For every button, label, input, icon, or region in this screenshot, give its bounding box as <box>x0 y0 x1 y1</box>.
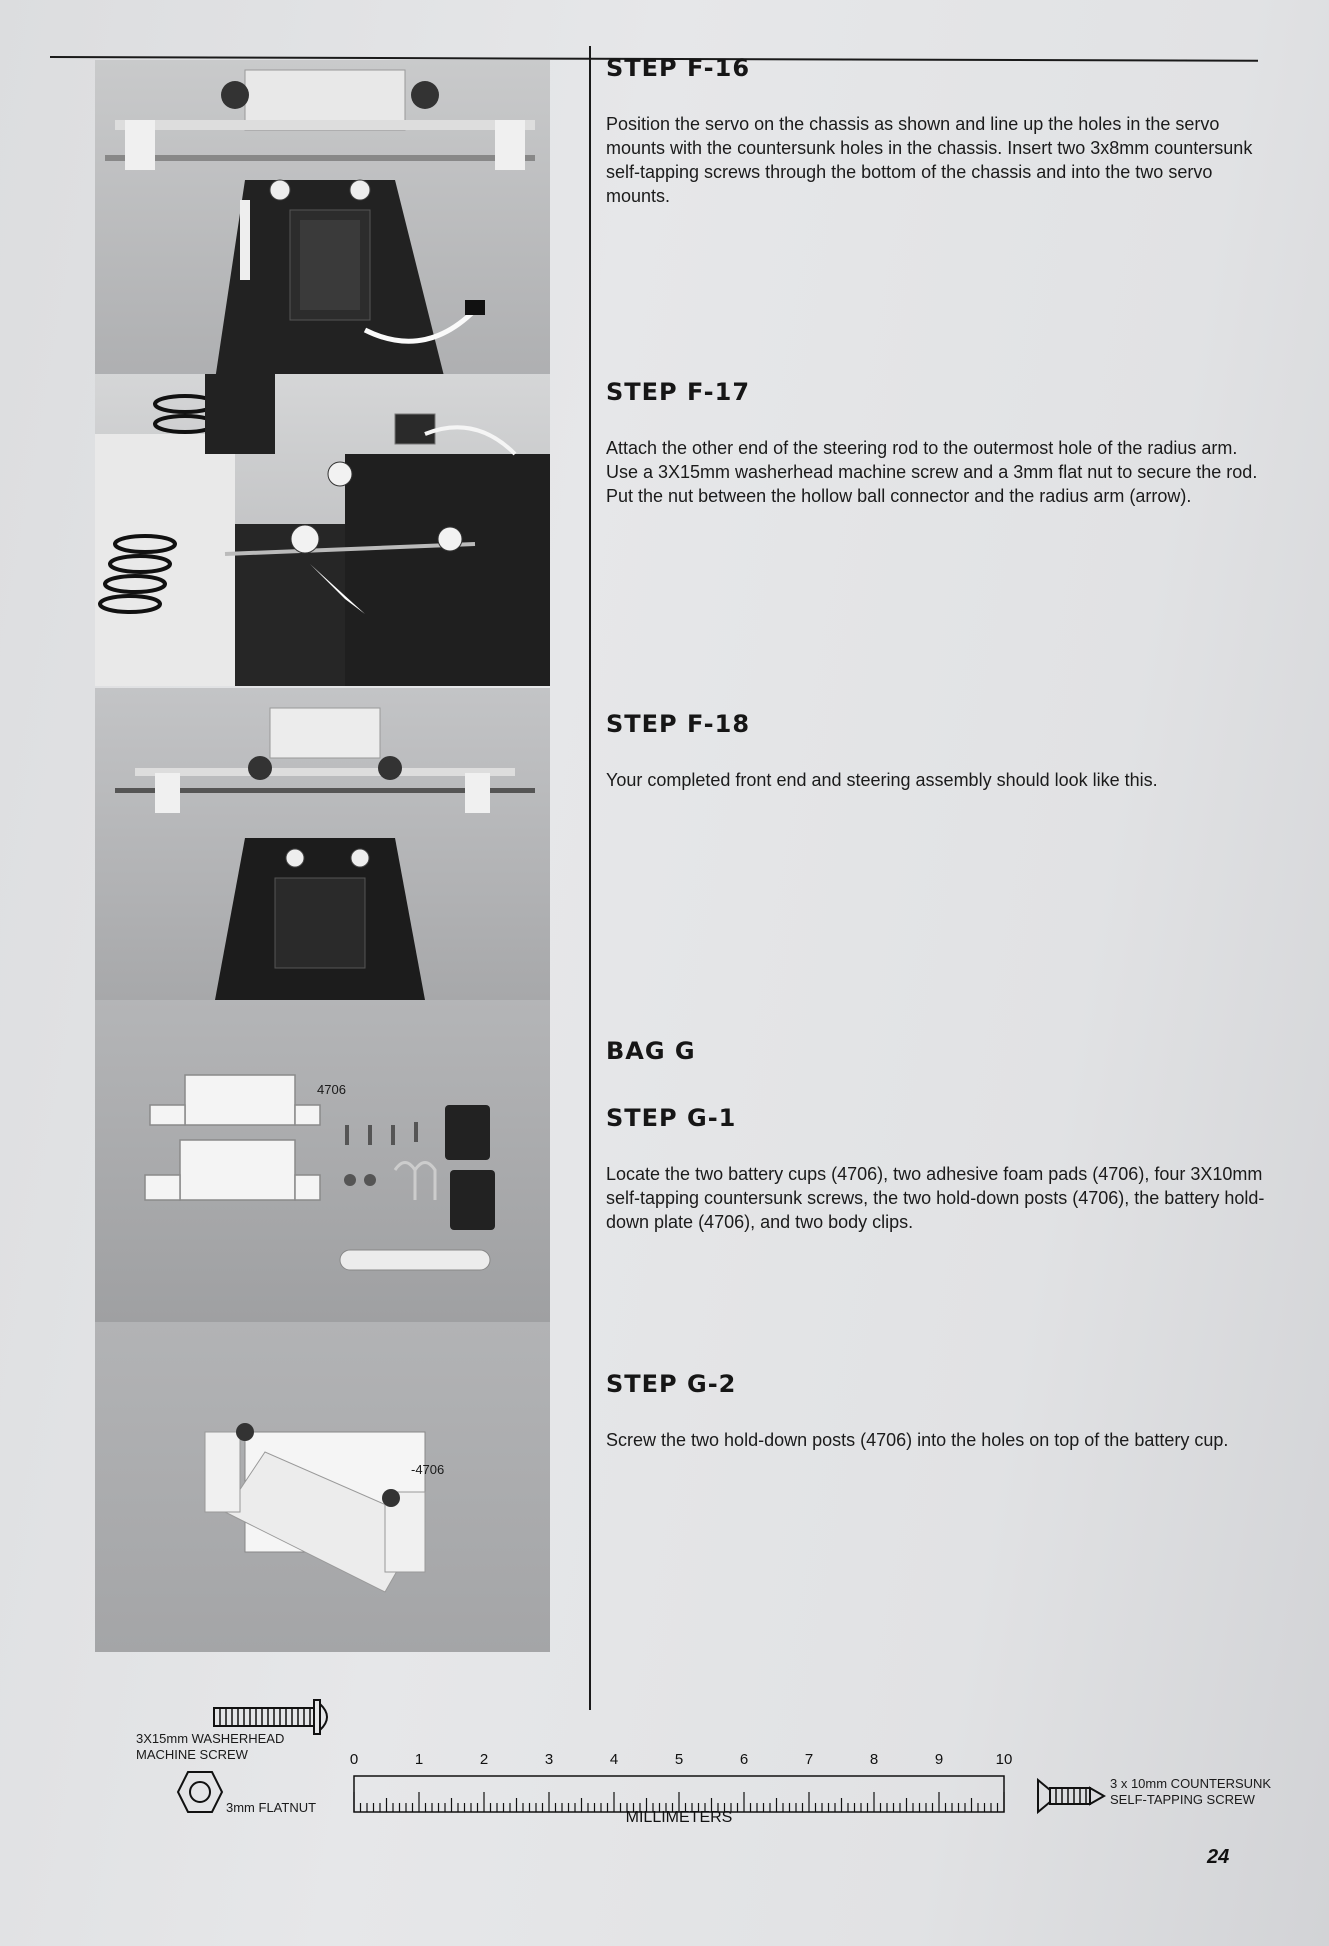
photo-step-g2 <box>95 1322 550 1652</box>
ruler-tick-label: 2 <box>479 1751 489 1768</box>
step-text: Position the servo on the chassis as shown and line up the holes in the servo mounts with the countersunk holes in the chassis. Insert two 3x8mm countersunk self-tapping screws through the bottom of the chassis and into the two servo mounts. <box>606 114 1253 206</box>
step-title: STEP F-16 <box>606 54 751 82</box>
ruler-tick-label: 3 <box>544 1751 554 1768</box>
ruler-unit-label: MILLIMETERS <box>625 1809 733 1826</box>
countersunk-screw-icon <box>1036 1776 1106 1816</box>
photo-step-f18 <box>95 688 550 1000</box>
ruler-tick-label: 5 <box>674 1751 684 1768</box>
step-title: STEP G-1 <box>606 1104 737 1132</box>
step-f16 <box>606 54 1266 208</box>
step-title: STEP G-2 <box>606 1370 737 1398</box>
ruler-tick-label: 7 <box>804 1751 814 1768</box>
ruler-tick-label: 10 <box>995 1751 1013 1768</box>
ruler-tick-label: 8 <box>869 1751 879 1768</box>
photo-step-f17 <box>95 374 550 686</box>
bag-g-heading <box>606 1037 1266 1065</box>
step-title: STEP F-17 <box>606 378 751 406</box>
step-f18 <box>606 710 1266 792</box>
step-text: Locate the two battery cups (4706), two adhesive foam pads (4706), four 3X10mm self-tapping countersunk screws, the two hold-down posts (4706), the battery hold-down plate (4706), and two body clips. <box>606 1164 1265 1232</box>
ruler-tick-label: 6 <box>739 1751 749 1768</box>
part-number-label: -4706 <box>411 1462 445 1477</box>
ruler-tick-label: 0 <box>349 1751 359 1768</box>
step-text: Your completed front end and steering assembly should look like this. <box>606 770 1158 790</box>
countersunk-line1: 3 x 10mm COUNTERSUNK <box>1110 1776 1272 1791</box>
step-title: STEP F-18 <box>606 710 751 738</box>
photo-step-f16 <box>95 60 550 380</box>
step-g1 <box>606 1104 1266 1234</box>
step-text: Attach the other end of the steering rod to the outermost hole of the radius arm. Use a 3X15mm washerhead machine screw and a 3mm flat nut to secure the rod. Put the nut between the hollow ball connector and the radius arm (arrow). <box>606 438 1258 506</box>
photo-step-g1 <box>95 1000 550 1322</box>
ruler-tick-label: 4 <box>609 1751 619 1768</box>
part-number-label: 4706 <box>317 1082 346 1097</box>
ruler-tick-label: 9 <box>934 1751 944 1768</box>
countersunk-screw-label <box>1110 1776 1271 1808</box>
step-text: Screw the two hold-down posts (4706) into the holes on top of the battery cup. <box>606 1430 1229 1450</box>
countersunk-line2: SELF-TAPPING SCREW <box>1110 1792 1255 1807</box>
page-number: 24 <box>1207 1846 1230 1868</box>
section-title: BAG G <box>606 1037 696 1065</box>
millimeter-ruler <box>349 1738 1013 1826</box>
washerhead-line1: 3X15mm WASHERHEAD <box>136 1731 285 1746</box>
ruler-tick-label: 1 <box>414 1751 424 1768</box>
flatnut-label: 3mm FLATNUT <box>226 1800 317 1815</box>
washerhead-line2: MACHINE SCREW <box>136 1747 248 1762</box>
step-f17 <box>606 378 1266 508</box>
washerhead-screw-label <box>136 1731 284 1763</box>
column-divider <box>589 46 591 1710</box>
hex-nut-icon <box>176 1770 224 1814</box>
step-g2 <box>606 1370 1266 1452</box>
